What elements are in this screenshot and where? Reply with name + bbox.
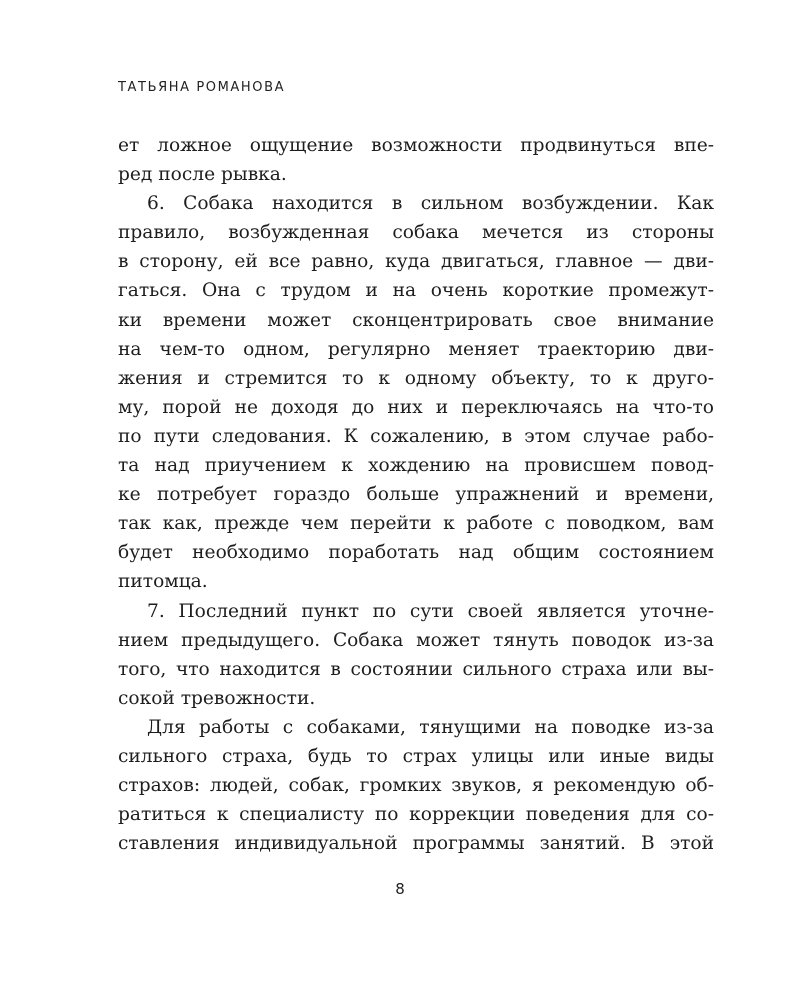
paragraph	[118, 597, 714, 713]
text-line: так как, прежде чем перейти к работе с поводком, вам	[118, 513, 714, 535]
text-line: ставления индивидуальной программы занятий. В этой	[118, 833, 714, 855]
body-text	[118, 131, 714, 858]
text-line: сокой тревожности.	[118, 687, 316, 709]
text-line: в сторону, ей все равно, куда двигаться, главное — дви-	[118, 251, 714, 273]
text-line: ки времени может сконцентрировать свое внимание	[118, 309, 714, 331]
paragraph	[118, 189, 714, 596]
text-line: ред после рывка.	[118, 164, 287, 186]
text-line: 6. Собака находится в сильном возбуждении. Как	[147, 193, 714, 215]
text-line: жения и стремится то к одному объекту, то к друго-	[118, 367, 714, 389]
text-line: питомца.	[118, 571, 208, 593]
text-line: ет ложное ощущение возможности продвинуться впе-	[118, 135, 714, 156]
text-line: та над приучением к хождению на провисшем повод-	[118, 455, 714, 477]
text-line: по пути следования. К сожалению, в этом случае рабо-	[118, 425, 714, 447]
text-line: ке потребует гораздо больше упражнений и времени,	[118, 484, 714, 506]
text-line: му, порой не доходя до них и переключаясь на что-то	[118, 396, 714, 418]
text-line: будет необходимо поработать над общим состоянием	[118, 542, 714, 564]
text-line: страхов: людей, собак, громких звуков, я рекомендую об-	[118, 775, 714, 797]
text-line: нием предыдущего. Собака может тянуть поводок из-за	[118, 629, 714, 651]
page-number: 8	[395, 880, 405, 898]
paragraph	[118, 713, 714, 858]
text-line: того, что находится в состоянии сильного страха или вы-	[118, 658, 714, 680]
text-line: правило, возбужденная собака мечется из стороны	[118, 222, 714, 244]
text-line: Для работы с собаками, тянущими на поводке из-за	[147, 716, 714, 738]
text-line: на чем-то одном, регулярно меняет траекторию дви-	[118, 338, 714, 360]
text-line: ратиться к специалисту по коррекции поведения для со-	[118, 804, 714, 826]
text-line: сильного страха, будь то страх улицы или иные виды	[118, 745, 714, 767]
running-header-author: ТАТЬЯНА РОМАНОВА	[118, 80, 286, 95]
text-line: гаться. Она с трудом и на очень короткие промежут-	[118, 280, 714, 302]
text-line: 7. Последний пункт по сути своей является уточне-	[147, 600, 714, 622]
paragraph	[118, 131, 714, 189]
